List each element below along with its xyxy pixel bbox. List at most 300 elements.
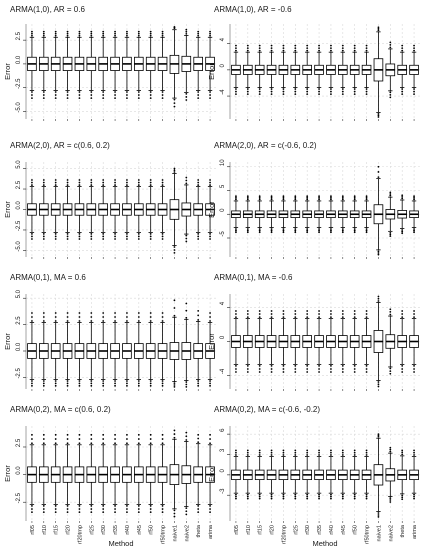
outlier-point [90, 320, 92, 322]
outlier-point [330, 45, 332, 47]
outlier-point [413, 450, 415, 452]
outlier-point [247, 91, 249, 93]
outlier-point [235, 454, 237, 456]
outlier-point [43, 508, 45, 510]
outlier-point [197, 97, 199, 99]
outlier-point [401, 194, 403, 196]
outlier-point [67, 505, 69, 507]
outlier-point [114, 434, 116, 436]
outlier-point [366, 230, 368, 232]
outlier-point [342, 45, 344, 47]
outlier-point [138, 312, 140, 314]
outlier-point [79, 233, 81, 235]
outlier-point [150, 31, 152, 33]
outlier-point [235, 368, 237, 370]
outlier-point [318, 195, 320, 197]
outlier-point [31, 238, 33, 240]
outlier-point [102, 511, 104, 513]
outlier-point [283, 228, 285, 230]
chart-title: ARMA(0,1), MA = 0.6 [10, 273, 86, 282]
outlier-point [318, 231, 320, 233]
chart-panel-6 [207, 273, 420, 391]
outlier-point [330, 310, 332, 312]
chart-panel-2 [207, 5, 420, 121]
x-tick-label-rf25: rf25 [293, 525, 300, 535]
outlier-point [209, 33, 211, 35]
outlier-point [174, 386, 176, 388]
outlier-point [247, 316, 249, 318]
outlier-point [389, 370, 391, 372]
outlier-point [259, 93, 261, 95]
x-tick-label-rf10: rf10 [41, 525, 48, 535]
outlier-point [90, 434, 92, 436]
outlier-point [413, 496, 415, 498]
outlier-point [43, 383, 45, 385]
outlier-point [150, 35, 152, 37]
outlier-point [174, 437, 176, 439]
outlier-point [102, 434, 104, 436]
outlier-point [197, 182, 199, 184]
outlier-point [126, 94, 128, 96]
outlier-point [283, 230, 285, 232]
outlier-point [389, 41, 391, 43]
outlier-point [90, 383, 92, 385]
chart-title: ARMA(2,0), AR = c(0.6, 0.2) [10, 141, 110, 150]
outlier-point [138, 505, 140, 507]
outlier-point [55, 442, 57, 444]
outlier-point [162, 238, 164, 240]
outlier-point [294, 452, 296, 454]
outlier-point [318, 371, 320, 373]
outlier-point [55, 438, 57, 440]
outlier-point [271, 498, 273, 500]
outlier-point [413, 371, 415, 373]
outlier-point [185, 381, 187, 383]
outlier-point [174, 307, 176, 309]
outlier-point [197, 315, 199, 317]
outlier-point [413, 454, 415, 456]
outlier-point [389, 193, 391, 195]
outlier-point [247, 47, 249, 49]
outlier-point [67, 182, 69, 184]
outlier-point [126, 179, 128, 181]
x-tick-label-rf45: rf45 [340, 525, 347, 535]
outlier-point [31, 320, 33, 322]
outlier-point [150, 380, 152, 382]
outlier-point [114, 316, 116, 318]
outlier-point [67, 236, 69, 238]
outlier-point [185, 29, 187, 31]
outlier-point [401, 93, 403, 95]
outlier-point [283, 452, 285, 454]
chart-title: ARMA(2,0), AR = c(-0.6, 0.2) [214, 141, 317, 150]
outlier-point [389, 232, 391, 234]
outlier-point [43, 434, 45, 436]
y-tick-label: 2.5 [16, 438, 23, 448]
outlier-point [174, 382, 176, 384]
outlier-point [43, 320, 45, 322]
x-tick-label-rf15: rf15 [53, 525, 60, 535]
y-tick-label: 0.0 [16, 201, 23, 210]
outlier-point [247, 230, 249, 232]
outlier-point [55, 233, 57, 235]
outlier-point [413, 494, 415, 496]
outlier-point [235, 316, 237, 318]
outlier-point [330, 50, 332, 52]
x-tick-label-rf50tmp: rf50tmp [364, 525, 371, 544]
outlier-point [31, 31, 33, 33]
outlier-point [271, 496, 273, 498]
outlier-point [354, 230, 356, 232]
outlier-point [67, 383, 69, 385]
outlier-point [174, 315, 176, 317]
outlier-point [55, 182, 57, 184]
outlier-point [318, 230, 320, 232]
outlier-point [306, 365, 308, 367]
chart-title: ARMA(1,0), AR = 0.6 [10, 5, 85, 14]
outlier-point [102, 233, 104, 235]
chart-panel-1 [3, 5, 216, 121]
y-tick-label: -2.5 [16, 220, 23, 232]
outlier-point [283, 199, 285, 201]
outlier-point [114, 33, 116, 35]
outlier-point [259, 231, 261, 233]
outlier-point [90, 312, 92, 314]
outlier-point [259, 50, 261, 52]
outlier-point [283, 50, 285, 52]
outlier-point [126, 320, 128, 322]
x-tick-label-naive1: naive1 [376, 525, 383, 542]
y-tick-label: 6 [220, 428, 227, 432]
outlier-point [271, 494, 273, 496]
y-axis-label: Error [3, 63, 12, 80]
outlier-point [389, 451, 391, 453]
outlier-point [283, 88, 285, 90]
outlier-point [389, 234, 391, 236]
outlier-point [55, 35, 57, 37]
outlier-point [318, 197, 320, 199]
outlier-point [247, 93, 249, 95]
outlier-point [401, 365, 403, 367]
outlier-point [162, 35, 164, 37]
outlier-point [330, 199, 332, 201]
y-axis-label: Error [3, 201, 12, 218]
x-tick-label-rf50: rf50 [352, 525, 359, 535]
outlier-point [247, 454, 249, 456]
outlier-point [162, 233, 164, 235]
outlier-point [354, 365, 356, 367]
chart-title: ARMA(0,1), MA = -0.6 [214, 273, 293, 282]
outlier-point [114, 312, 116, 314]
outlier-point [31, 91, 33, 93]
outlier-point [259, 371, 261, 373]
outlier-point [126, 511, 128, 513]
outlier-point [389, 501, 391, 503]
outlier-point [138, 320, 140, 322]
outlier-point [209, 511, 211, 513]
outlier-point [271, 195, 273, 197]
outlier-point [162, 383, 164, 385]
outlier-point [162, 380, 164, 382]
outlier-point [114, 31, 116, 33]
outlier-point [283, 365, 285, 367]
outlier-point [31, 35, 33, 37]
outlier-point [306, 88, 308, 90]
outlier-point [138, 179, 140, 181]
outlier-point [342, 88, 344, 90]
outlier-point [126, 233, 128, 235]
outlier-point [283, 313, 285, 315]
outlier-point [318, 316, 320, 318]
outlier-point [185, 177, 187, 179]
outlier-point [330, 313, 332, 315]
outlier-point [342, 197, 344, 199]
outlier-point [306, 47, 308, 49]
outlier-point [378, 116, 380, 118]
chart-panel-3 [3, 141, 216, 259]
outlier-point [138, 385, 140, 387]
outlier-point [271, 231, 273, 233]
outlier-point [378, 250, 380, 252]
outlier-point [378, 300, 380, 302]
outlier-point [67, 33, 69, 35]
outlier-point [294, 371, 296, 373]
outlier-point [209, 383, 211, 385]
outlier-point [174, 102, 176, 104]
outlier-point [413, 231, 415, 233]
outlier-point [330, 450, 332, 452]
outlier-point [259, 228, 261, 230]
outlier-point [174, 168, 176, 170]
outlier-point [185, 386, 187, 388]
outlier-point [55, 184, 57, 186]
outlier-point [126, 505, 128, 507]
outlier-point [401, 310, 403, 312]
outlier-point [283, 368, 285, 370]
outlier-point [306, 197, 308, 199]
outlier-point [138, 511, 140, 513]
outlier-point [259, 498, 261, 500]
x-tick-label-theta: theta [400, 525, 407, 538]
outlier-point [55, 316, 57, 318]
outlier-point [209, 505, 211, 507]
outlier-point [294, 228, 296, 230]
outlier-point [138, 380, 140, 382]
outlier-point [342, 450, 344, 452]
outlier-point [306, 496, 308, 498]
outlier-point [102, 442, 104, 444]
outlier-point [283, 310, 285, 312]
outlier-point [354, 450, 356, 452]
outlier-point [389, 192, 391, 194]
outlier-point [401, 313, 403, 315]
outlier-point [31, 179, 33, 181]
outlier-point [294, 45, 296, 47]
outlier-point [235, 93, 237, 95]
chart-panel-7 [3, 405, 216, 548]
chart-title: ARMA(0,2), MA = c(-0.6, -0.2) [214, 405, 321, 414]
x-tick-label-rf20tmp: rf20tmp [281, 525, 288, 544]
outlier-point [271, 230, 273, 232]
outlier-point [235, 365, 237, 367]
outlier-point [102, 94, 104, 96]
outlier-point [102, 236, 104, 238]
outlier-point [342, 368, 344, 370]
x-tick-label-rf50: rf50 [148, 525, 155, 535]
outlier-point [378, 386, 380, 388]
outlier-point [79, 182, 81, 184]
outlier-point [259, 368, 261, 370]
outlier-point [389, 195, 391, 197]
outlier-point [271, 452, 273, 454]
outlier-point [67, 238, 69, 240]
outlier-point [318, 310, 320, 312]
outlier-point [235, 498, 237, 500]
outlier-point [401, 453, 403, 455]
outlier-point [67, 312, 69, 314]
y-tick-label: 5.0 [16, 290, 23, 299]
outlier-point [342, 313, 344, 315]
outlier-point [209, 35, 211, 37]
outlier-point [162, 236, 164, 238]
outlier-point [342, 199, 344, 201]
outlier-point [90, 179, 92, 181]
outlier-point [366, 88, 368, 90]
outlier-point [114, 442, 116, 444]
outlier-point [185, 241, 187, 243]
outlier-point [55, 380, 57, 382]
outlier-point [162, 442, 164, 444]
outlier-point [43, 442, 45, 444]
chart-panel-5 [3, 273, 216, 391]
outlier-point [389, 46, 391, 48]
outlier-point [209, 97, 211, 99]
outlier-point [283, 197, 285, 199]
y-tick-label: -4 [220, 368, 227, 375]
outlier-point [114, 184, 116, 186]
outlier-point [43, 380, 45, 382]
outlier-point [366, 93, 368, 95]
outlier-point [150, 179, 152, 181]
outlier-point [247, 199, 249, 201]
y-tick-label: 2.5 [16, 316, 23, 325]
outlier-point [126, 236, 128, 238]
outlier-point [43, 236, 45, 238]
outlier-point [271, 450, 273, 452]
outlier-point [150, 505, 152, 507]
outlier-point [259, 91, 261, 93]
outlier-point [366, 197, 368, 199]
outlier-point [138, 236, 140, 238]
outlier-point [318, 452, 320, 454]
y-tick-label: 0 [220, 64, 227, 68]
outlier-point [185, 183, 187, 185]
outlier-point [114, 179, 116, 181]
outlier-point [247, 452, 249, 454]
outlier-point [306, 228, 308, 230]
outlier-point [185, 33, 187, 35]
outlier-point [235, 450, 237, 452]
outlier-point [43, 33, 45, 35]
outlier-point [31, 236, 33, 238]
outlier-point [174, 509, 176, 511]
outlier-point [162, 94, 164, 96]
outlier-point [413, 310, 415, 312]
outlier-point [354, 371, 356, 373]
outlier-point [55, 91, 57, 93]
outlier-point [354, 91, 356, 93]
outlier-point [235, 91, 237, 93]
outlier-point [185, 235, 187, 237]
outlier-point [318, 47, 320, 49]
outlier-point [31, 97, 33, 99]
outlier-point [185, 96, 187, 98]
outlier-point [67, 434, 69, 436]
outlier-point [366, 199, 368, 201]
outlier-point [55, 179, 57, 181]
outlier-point [150, 385, 152, 387]
outlier-point [79, 316, 81, 318]
outlier-point [162, 385, 164, 387]
outlier-point [271, 47, 273, 49]
outlier-point [235, 310, 237, 312]
outlier-point [43, 35, 45, 37]
outlier-point [401, 45, 403, 47]
outlier-point [247, 88, 249, 90]
outlier-point [330, 91, 332, 93]
outlier-point [31, 434, 33, 436]
outlier-point [185, 310, 187, 312]
outlier-point [150, 184, 152, 186]
outlier-point [197, 383, 199, 385]
outlier-point [126, 35, 128, 37]
outlier-point [79, 505, 81, 507]
outlier-point [306, 195, 308, 197]
chart-title: ARMA(1,0), AR = -0.6 [214, 5, 292, 14]
outlier-point [389, 96, 391, 98]
outlier-point [259, 47, 261, 49]
outlier-point [102, 508, 104, 510]
outlier-point [43, 31, 45, 33]
outlier-point [271, 50, 273, 52]
outlier-point [401, 316, 403, 318]
outlier-point [102, 380, 104, 382]
outlier-point [55, 505, 57, 507]
outlier-point [162, 312, 164, 314]
outlier-point [31, 94, 33, 96]
outlier-point [247, 494, 249, 496]
outlier-point [150, 442, 152, 444]
outlier-point [247, 498, 249, 500]
outlier-point [235, 197, 237, 199]
outlier-point [271, 45, 273, 47]
outlier-point [197, 33, 199, 35]
outlier-point [294, 368, 296, 370]
outlier-point [318, 450, 320, 452]
outlier-point [79, 236, 81, 238]
outlier-point [318, 365, 320, 367]
outlier-point [185, 180, 187, 182]
outlier-point [102, 438, 104, 440]
outlier-point [354, 50, 356, 52]
outlier-point [114, 508, 116, 510]
outlier-point [43, 91, 45, 93]
outlier-point [413, 88, 415, 90]
outlier-point [162, 31, 164, 33]
y-axis-label: Error [3, 333, 12, 350]
outlier-point [162, 505, 164, 507]
outlier-point [283, 45, 285, 47]
